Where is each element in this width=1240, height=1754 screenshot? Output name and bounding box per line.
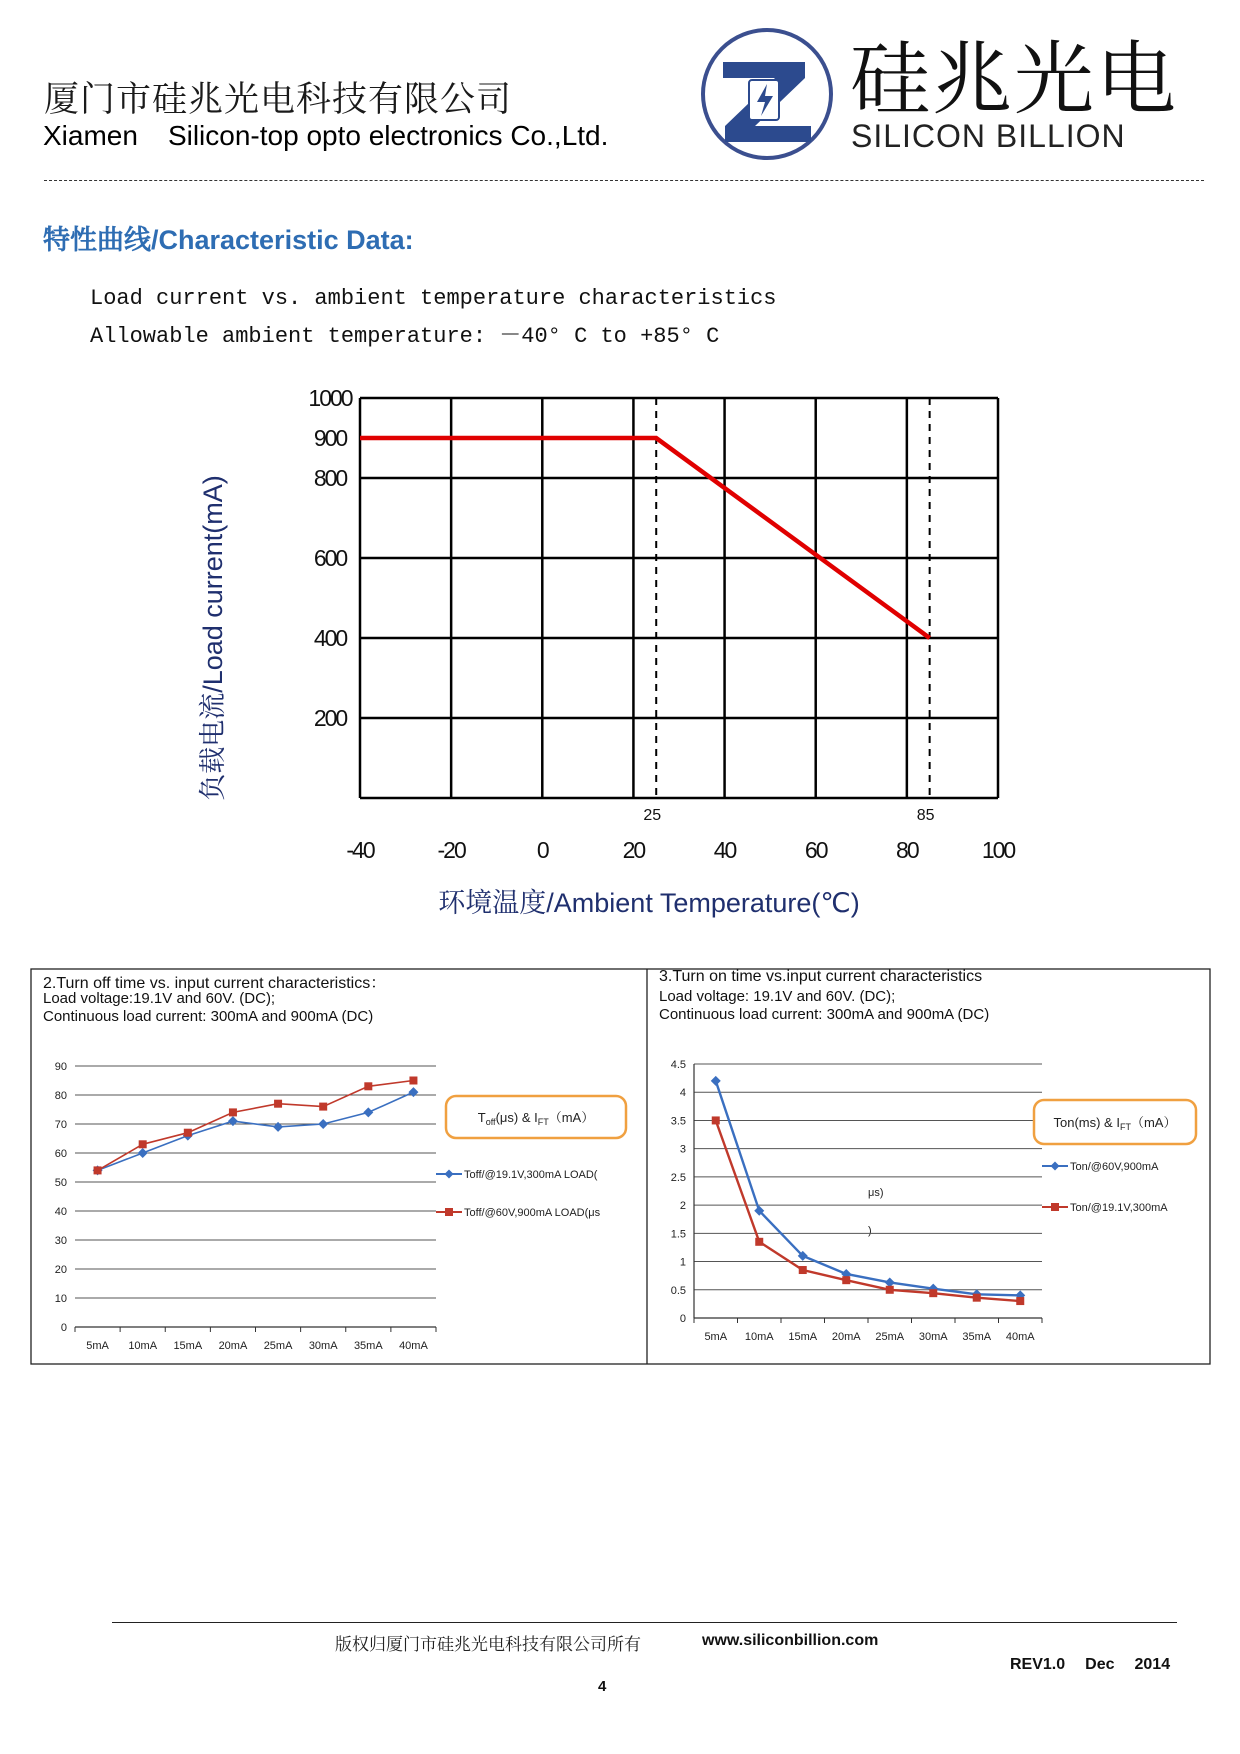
series-point-square xyxy=(755,1238,763,1246)
y-tick-label: 900 xyxy=(313,425,347,451)
y-tick-label: 600 xyxy=(313,545,347,571)
y-tick-label: 40 xyxy=(54,1206,67,1218)
temperature-marker-label: 85 xyxy=(916,807,935,824)
series-point-square xyxy=(274,1100,282,1108)
y-tick-label: 1 xyxy=(679,1256,686,1269)
y-tick-label: 0 xyxy=(60,1322,67,1334)
revision-year: 2014 xyxy=(1134,1656,1171,1673)
x-axis-label: 环境温度/Ambient Temperature(℃) xyxy=(438,888,860,918)
x-tick-label: 30mA xyxy=(918,1331,948,1343)
company-name-en xyxy=(43,120,608,152)
y-tick-label: 90 xyxy=(54,1061,67,1073)
series-point-square xyxy=(364,1082,372,1090)
y-tick-label: 10 xyxy=(54,1293,67,1305)
series-point-diamond xyxy=(228,1116,238,1126)
series-point-diamond xyxy=(318,1119,328,1129)
y-tick-label: 4.5 xyxy=(670,1059,686,1071)
company-name-cn: 厦门市硅兆光电科技有限公司 xyxy=(44,80,513,120)
legend-title-text: $T_{off}(\mu s)$ & $I_{FT}(mA)$ xyxy=(477,1110,595,1127)
turnon-time-chart xyxy=(648,1030,1208,1360)
series-point-square xyxy=(319,1103,327,1111)
x-tick-label: 60 xyxy=(804,837,827,863)
y-tick-label: 60 xyxy=(54,1148,67,1160)
revision-month: Dec xyxy=(1085,1656,1115,1673)
series-point-square xyxy=(184,1129,192,1137)
x-tick-label: 40 xyxy=(713,837,736,863)
legend-entry-line-1: Ton/@60V,900mA xyxy=(1070,1161,1159,1173)
x-tick-label: 25mA xyxy=(875,1331,905,1343)
x-tick-label: 20mA xyxy=(218,1340,248,1352)
x-tick-label: 25mA xyxy=(263,1340,293,1352)
y-tick-label: 3 xyxy=(679,1143,686,1156)
series-point-diamond xyxy=(711,1076,721,1086)
x-tick-label: -20 xyxy=(437,837,465,863)
y-tick-label: 70 xyxy=(54,1119,67,1131)
y-tick-label: 0 xyxy=(679,1313,686,1325)
legend-swatch-marker xyxy=(445,1170,454,1179)
company-city: Xiamen xyxy=(43,120,138,151)
x-tick-label: -40 xyxy=(346,837,374,863)
turnon-subtitle-1: Load voltage: 19.1V and 60V. (DC); xyxy=(659,988,896,1005)
x-tick-label: 5mA xyxy=(86,1340,109,1352)
y-tick-label: 80 xyxy=(54,1090,67,1102)
turnon-subtitle-2: Continuous load current: 300mA and 900mA (DC) xyxy=(659,1006,990,1023)
y-tick-label: 200 xyxy=(313,705,347,731)
footer-copyright: 版权归厦门市硅兆光电科技有限公司所有 xyxy=(335,1635,641,1655)
header-divider xyxy=(44,180,1204,181)
series-line-1 xyxy=(98,1081,414,1171)
x-tick-label: 0 xyxy=(536,837,548,863)
series-point-diamond xyxy=(408,1087,418,1097)
footer-url[interactable]: www.siliconbillion.com xyxy=(702,1632,879,1649)
company-logo xyxy=(695,22,845,172)
series-point-diamond xyxy=(363,1107,373,1117)
legend-title-text: Ton(ms) & $I_{FT}(mA)$ xyxy=(1053,1115,1177,1132)
y-tick-label: 3.5 xyxy=(670,1115,686,1128)
x-tick-label: 35mA xyxy=(353,1340,383,1352)
turnoff-title: 2.Turn off time vs. input current characteristics： xyxy=(43,975,387,992)
series-point-square xyxy=(139,1140,147,1148)
derating-curve xyxy=(360,438,930,638)
series-line-0 xyxy=(716,1081,1021,1295)
x-tick-label: 40mA xyxy=(1005,1331,1035,1343)
description-line-2: Allowable ambient temperature: －40° C to +85° C xyxy=(90,324,720,349)
y-tick-label: 0.5 xyxy=(670,1284,686,1297)
x-tick-label: 15mA xyxy=(788,1331,818,1343)
series-point-square xyxy=(973,1294,981,1302)
x-tick-label: 10mA xyxy=(128,1340,158,1352)
y-tick-label: 50 xyxy=(54,1177,67,1189)
series-point-square xyxy=(1016,1297,1024,1305)
y-tick-label: 2.5 xyxy=(670,1171,686,1184)
series-line-0 xyxy=(98,1092,414,1170)
y-axis-label: 负载电流/Load current(mA) xyxy=(198,475,228,801)
company-full-name: Silicon-top opto electronics Co.,Ltd. xyxy=(167,120,609,151)
series-point-square xyxy=(799,1266,807,1274)
legend-entry-line-2: μs) xyxy=(868,1187,884,1199)
series-point-square xyxy=(886,1286,894,1294)
series-point-square xyxy=(712,1116,720,1124)
brand-name-cn: 硅兆光电 xyxy=(850,33,1178,126)
legend-entry-line-2: ) xyxy=(868,1225,872,1237)
y-tick-label: 400 xyxy=(313,625,347,651)
legend-swatch-marker xyxy=(445,1208,453,1216)
page-number: 4 xyxy=(598,1678,607,1695)
series-point-square xyxy=(929,1289,937,1297)
series-point-square xyxy=(409,1077,417,1085)
x-tick-label: 20mA xyxy=(831,1331,861,1343)
legend-entry-line-1: Ton/@19.1V,300mA xyxy=(1070,1202,1168,1214)
y-tick-label: 4 xyxy=(679,1087,686,1100)
footer-revision xyxy=(1010,1656,1190,1674)
revision-label: REV1.0 xyxy=(1010,1656,1066,1673)
y-tick-label: 1000 xyxy=(308,385,352,411)
series-point-square xyxy=(842,1276,850,1284)
series-point-diamond xyxy=(273,1122,283,1132)
legend-swatch-marker xyxy=(1051,1203,1059,1211)
series-point-square xyxy=(229,1108,237,1116)
x-tick-label: 10mA xyxy=(744,1331,774,1343)
x-tick-label: 40mA xyxy=(399,1340,428,1352)
turnoff-subtitle-1: Load voltage:19.1V and 60V. (DC); xyxy=(43,990,276,1007)
x-tick-label: 15mA xyxy=(173,1340,203,1352)
footer-divider xyxy=(112,1622,1177,1623)
legend-entry-line-1: Toff/@19.1V,300mA LOAD( xyxy=(464,1169,598,1181)
turnon-title: 3.Turn on time vs.input current characteristics xyxy=(659,968,983,985)
y-tick-label: 800 xyxy=(313,465,347,491)
series-point-square xyxy=(94,1166,102,1174)
legend-swatch-marker xyxy=(1051,1162,1060,1171)
x-tick-label: 20 xyxy=(622,837,645,863)
y-tick-label: 1.5 xyxy=(670,1228,686,1241)
legend-entry-line-1: Toff/@60V,900mA LOAD(μs xyxy=(464,1207,601,1219)
load-current-chart xyxy=(180,380,1030,940)
section-title: 特性曲线/Characteristic Data: xyxy=(43,225,414,255)
y-tick-label: 20 xyxy=(54,1264,67,1276)
y-tick-label: 30 xyxy=(54,1235,67,1247)
series-point-diamond xyxy=(138,1148,148,1158)
temperature-marker-label: 25 xyxy=(643,807,662,824)
x-tick-label: 30mA xyxy=(308,1340,338,1352)
y-tick-label: 2 xyxy=(679,1200,686,1213)
x-tick-label: 100 xyxy=(981,837,1015,863)
brand-name-en: SILICON BILLION xyxy=(851,118,1126,154)
turnoff-subtitle-2: Continuous load current: 300mA and 900mA (DC) xyxy=(43,1008,374,1025)
x-tick-label: 5mA xyxy=(704,1331,728,1343)
x-tick-label: 35mA xyxy=(962,1331,992,1343)
x-tick-label: 80 xyxy=(896,837,918,863)
description-line-1: Load current vs. ambient temperature characteristics xyxy=(90,286,777,311)
